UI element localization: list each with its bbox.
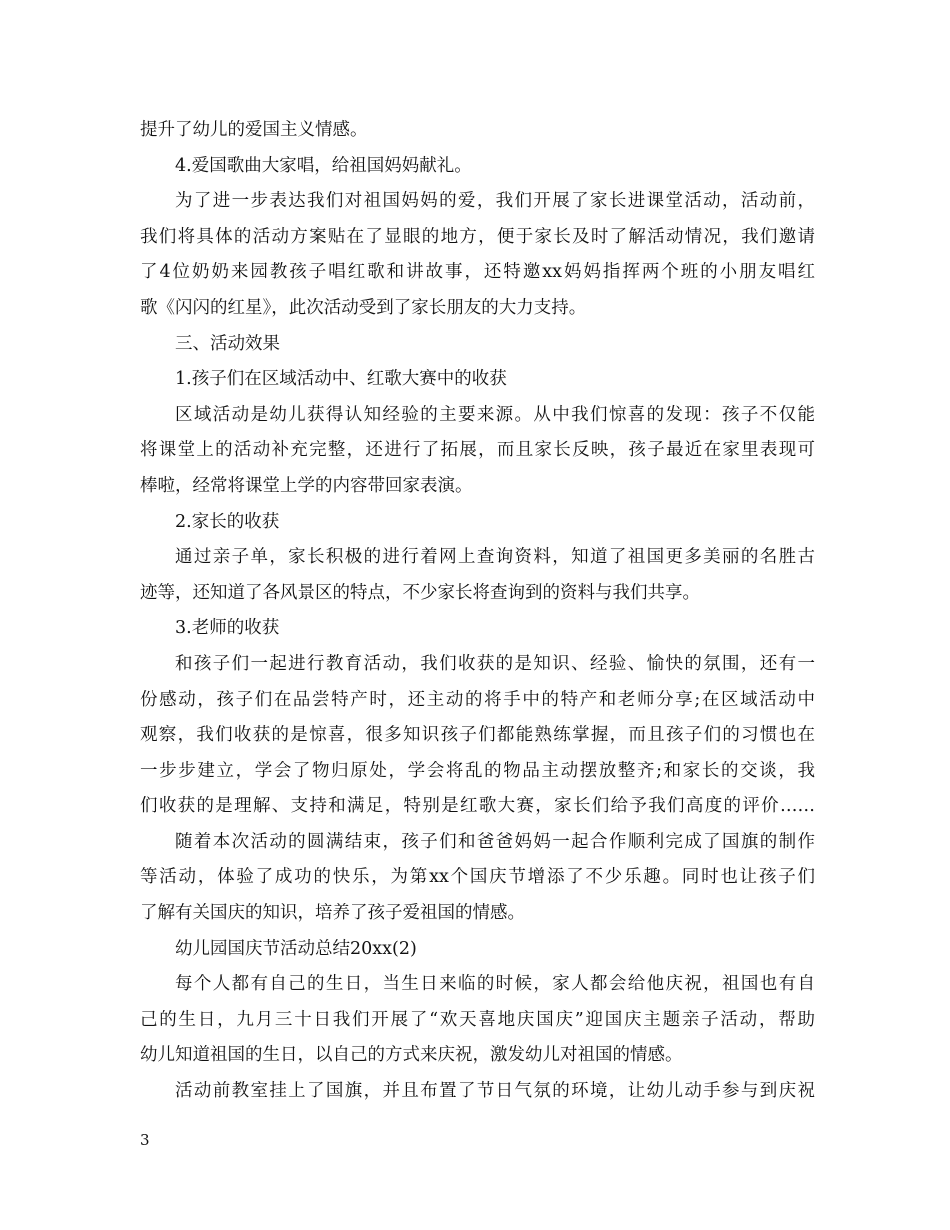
text-line-16: 和孩子们一起进行教育活动，我们收获的是知识、经验、愉快的氛围，还有一	[175, 653, 815, 674]
page-number: 3	[140, 1131, 150, 1149]
text-line-2: 4.爱国歌曲大家唱，给祖国妈妈献礼。	[175, 155, 472, 176]
text-line-22: 等活动，体验了成功的快乐，为第xx个国庆节增添了不少乐趣。同时也让孩子们	[140, 867, 815, 888]
text-line-11: 棒啦，经常将课堂上学的内容带回家表演。	[140, 475, 473, 496]
text-line-14: 迹等，还知道了各风景区的特点，不少家长将查询到的资料与我们共享。	[140, 582, 700, 603]
text-line-3: 为了进一步表达我们对祖国妈妈的爱，我们开展了家长进课堂活动，活动前，	[175, 191, 815, 212]
text-line-19: 一步步建立，学会了物归原处，学会将乱的物品主动摆放整齐;和家长的交谈，我	[140, 760, 815, 781]
text-line-20: 们收获的是理解、支持和满足，特别是红歌大赛，家长们给予我们高度的评价……	[140, 796, 815, 817]
text-line-26: 己的生日，九月三十日我们开展了“欢天喜地庆国庆”迎国庆主题亲子活动，帮助	[140, 1009, 815, 1030]
article-title: 幼儿园国庆节活动总结20xx(2)	[175, 938, 417, 959]
text-line-1: 提升了幼儿的爱国主义情感。	[140, 120, 368, 140]
text-line-28: 活动前教室挂上了国旗，并且布置了节日气氛的环境，让幼儿动手参与到庆祝	[175, 1081, 815, 1102]
text-line-23: 了解有关国庆的知识，培养了孩子爱祖国的情感。	[140, 903, 525, 924]
subheading-1: 1.孩子们在区域活动中、红歌大赛中的收获	[175, 369, 507, 390]
text-line-13: 通过亲子单，家长积极的进行着网上查询资料，知道了祖国更多美丽的名胜古	[175, 547, 815, 568]
section-heading: 三、活动效果	[175, 333, 280, 354]
text-line-6: 歌《闪闪的红星》，此次活动受到了家长朋友的大力支持。	[140, 297, 587, 318]
text-line-9: 区域活动是幼儿获得认知经验的主要来源。从中我们惊喜的发现：孩子不仅能	[175, 404, 815, 425]
text-line-4: 我们将具体的活动方案贴在了显眼的地方，便于家长及时了解活动情况，我们邀请	[140, 226, 815, 247]
subheading-3: 3.老师的收获	[175, 618, 280, 639]
text-line-18: 观察，我们收获的是惊喜，很多知识孩子们都能熟练掌握，而且孩子们的习惯也在	[140, 725, 815, 746]
text-line-17: 份感动，孩子们在品尝特产时，还主动的将手中的特产和老师分享;在区域活动中	[140, 689, 815, 710]
text-line-25: 每个人都有自己的生日，当生日来临的时候，家人都会给他庆祝，祖国也有自	[175, 974, 815, 995]
text-line-21: 随着本次活动的圆满结束，孩子们和爸爸妈妈一起合作顺利完成了国旗的制作	[175, 831, 815, 852]
text-line-27: 幼儿知道祖国的生日，以自己的方式来庆祝，激发幼儿对祖国的情感。	[140, 1045, 683, 1066]
text-line-10: 将课堂上的活动补充完整，还进行了拓展，而且家长反映，孩子最近在家里表现可	[140, 440, 815, 461]
text-line-5: 了4位奶奶来园教孩子唱红歌和讲故事，还特邀xx妈妈指挥两个班的小朋友唱红	[140, 262, 815, 283]
document-body	[140, 113, 815, 1110]
subheading-2: 2.家长的收获	[175, 511, 280, 532]
